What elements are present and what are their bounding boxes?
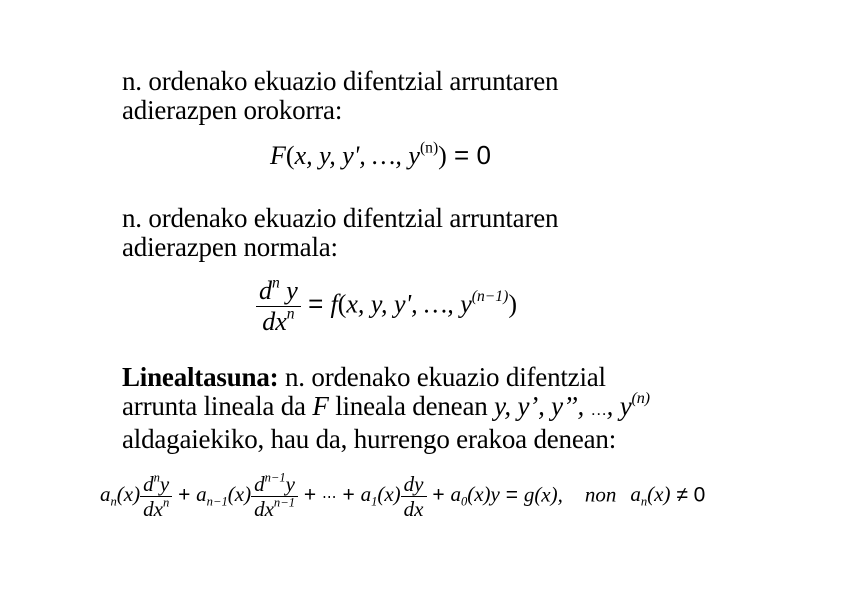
linearity-line-3: aldagaiekiko, hau da, hurrengo erakoa denean: xyxy=(122,424,617,454)
linearity-heading: Linealtasuna: xyxy=(122,362,279,392)
eq1-open-paren: ( xyxy=(285,141,295,170)
normal-form-equation xyxy=(256,276,517,337)
eq2-open-paren: ( xyxy=(337,289,347,319)
normal-form-line-1: n. ordenako ekuazio difentzial arruntaren xyxy=(122,203,559,233)
eq3-an: $a_n(x)$ xyxy=(100,482,141,509)
linear-ode-equation: $a_n(x)$ $\frac{d^ny}{dx^n}$ + $a_{n-1}(x)$ $\frac{d^{n-1}y}{dx^{n-1}}$ + ⋯ + $a_1(x)$ $\frac{dy}{dx}$ + $a_0(x)y = g(x)$, non $a_n(x) \ne 0$ xyxy=(100,470,706,521)
eq3-a1: $a_1(x)$ xyxy=(360,482,401,509)
linearity-text xyxy=(122,363,762,454)
eq3-a0: $a_0(x)y$ xyxy=(450,482,500,509)
eq2-order: (n−1) xyxy=(471,287,509,305)
eq3-g: g(x), xyxy=(523,482,563,507)
general-form-line-1: n. ordenako ekuazio difentzial arruntaren xyxy=(122,66,559,96)
normal-form-text xyxy=(122,204,762,262)
eq3-non: non xyxy=(584,482,617,507)
normal-form-line-2: adierazpen normala: xyxy=(122,232,338,262)
linearity-line-1: Linealtasuna: n. ordenako ekuazio difentzial xyxy=(122,362,606,392)
eq2-denominator: $dx^n$ xyxy=(262,305,295,336)
general-form-line-2: adierazpen orokorra: xyxy=(122,95,343,125)
general-form-text xyxy=(122,67,762,125)
eq1-rhs: = 0 xyxy=(446,140,491,170)
eq3-n-minus-1-derivative: $\frac{d^{n-1}y}{dx^{n-1}}$ xyxy=(251,472,298,521)
eq3-condition-an: $a_n(x)$ xyxy=(630,482,671,509)
eq2-args: x, y, y', …, y xyxy=(346,289,472,319)
eq2-close-paren: ) xyxy=(508,289,517,319)
eq3-nth-derivative: $\frac{d^ny}{dx^n}$ xyxy=(140,472,172,521)
eq3-first-derivative: $\frac{dy}{dx}$ xyxy=(401,472,427,521)
eq1-order: (n) xyxy=(419,139,439,157)
eq3-an-minus-1: $a_{n-1}(x)$ xyxy=(196,482,252,509)
eq2-derivative-fraction xyxy=(256,276,301,337)
eq3-cdots: ⋯ xyxy=(321,489,337,506)
eq1-close-paren: ) xyxy=(438,141,447,170)
general-form-equation xyxy=(270,140,491,171)
linearity-line-2: arrunta lineala da F lineala denean y, y’, y’’, …, $y^{(n)}$ xyxy=(122,388,650,421)
eq3-neq-zero: ≠ 0 xyxy=(670,483,706,507)
eq1-args: x, y, y', …, y xyxy=(294,141,420,170)
eq1-F: F xyxy=(270,141,286,170)
eq2-equals: = xyxy=(300,288,331,319)
eq2-numerator: $d^n$ y xyxy=(256,276,301,307)
eq2-f: f xyxy=(330,289,338,319)
